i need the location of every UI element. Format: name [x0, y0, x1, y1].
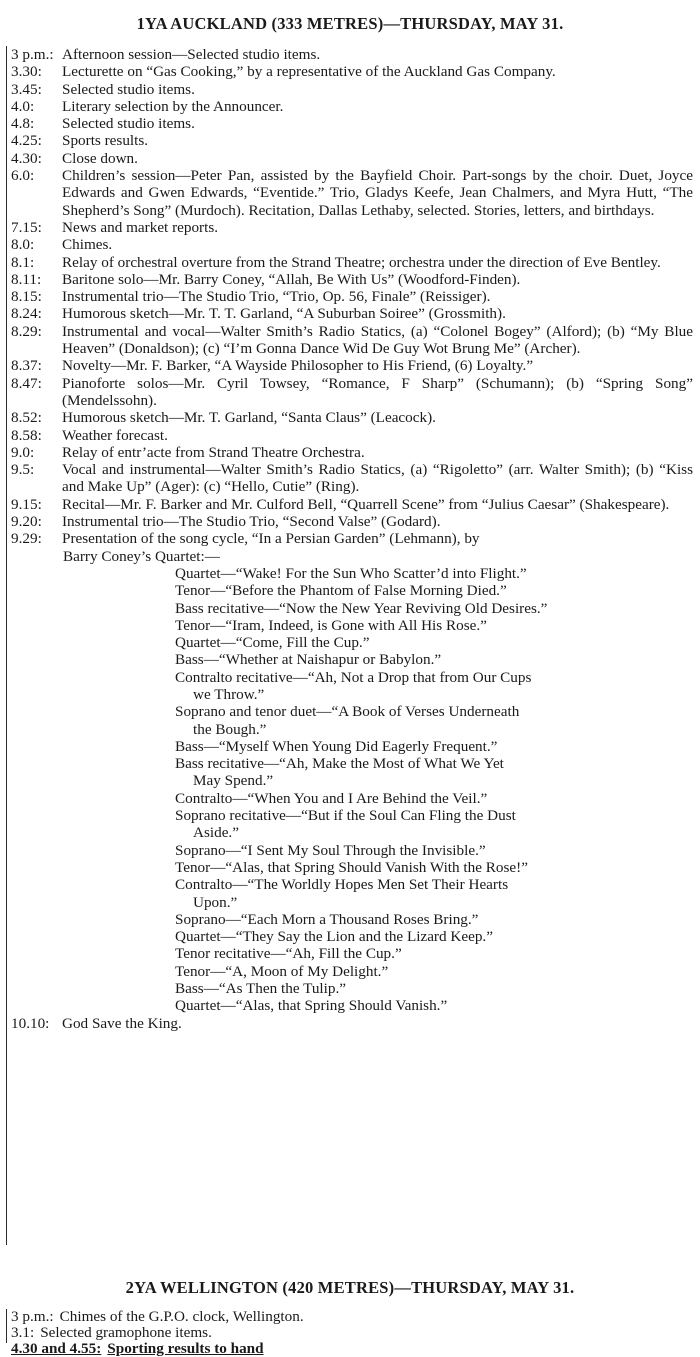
song-line: Soprano and tenor duet—“A Book of Verses Underneath [175, 703, 520, 721]
song-cycle-item [7, 911, 697, 928]
entry-text: Humorous sketch—Mr. T. T. Garland, “A Suburban Soiree” (Grossmith). [62, 305, 506, 323]
entry-text: Sporting results to hand [107, 1339, 264, 1357]
entry-text: Selected studio items. [62, 80, 195, 98]
programme-entry [7, 236, 697, 253]
programme-entry [7, 46, 697, 63]
song-cycle-item [7, 997, 697, 1014]
song-line: Tenor—“Before the Phantom of False Morning Died.” [175, 582, 507, 600]
song-line-continued: we Throw.” [193, 685, 265, 703]
entry-text: Presentation of the song cycle, “In a Persian Garden” (Lehmann), by [62, 530, 480, 548]
entry-time: 8.11: [11, 270, 42, 288]
entry-text: Chimes of the G.P.O. clock, Wellington. [59, 1308, 304, 1325]
entry-time: 4.30 and 4.55: [11, 1339, 102, 1357]
song-line: Bass—“As Then the Tulip.” [175, 980, 347, 998]
entry-time: 8.1: [11, 253, 35, 271]
station-heading-auckland: 1YA AUCKLAND (333 METRES)—THURSDAY, MAY 31. [136, 14, 564, 33]
programme-entry [7, 150, 697, 167]
entry-text: Lecturette on “Gas Cooking,” by a representative of the Auckland Gas Company. [62, 63, 556, 81]
entry-text: Pianoforte solos—Mr. Cyril Towsey, “Romance, F Sharp” (Schumann); (b) “Spring Song” (Mendelssohn). [62, 374, 693, 409]
song-line: Quartet—“They Say the Lion and the Lizard Keep.” [175, 928, 493, 946]
programme-auckland [6, 46, 697, 1245]
entry-text: Novelty—Mr. F. Barker, “A Wayside Philosopher to His Friend, (6) Loyalty.” [62, 357, 534, 375]
programme-entry [7, 1309, 697, 1325]
entry-text: Instrumental trio—The Studio Trio, “Trio, Op. 56, Finale” (Reissiger). [62, 288, 491, 306]
entry-time: 8.58: [11, 426, 42, 444]
programme-entry [7, 323, 697, 358]
programme-entry-closing [7, 1015, 697, 1032]
song-line: Bass recitative—“Ah, Make the Most of What We Yet [175, 755, 504, 773]
entry-time: 9.0: [11, 443, 35, 461]
song-cycle-item [7, 755, 697, 790]
programme-entry [7, 513, 697, 530]
entry-time: 3 p.m.: [11, 46, 54, 63]
station-heading-wellington: 2YA WELLINGTON (420 METRES)—THURSDAY, MAY 31. [125, 1278, 575, 1297]
entry-text: Baritone solo—Mr. Barry Coney, “Allah, Be With Us” (Woodford-Finden). [62, 270, 521, 288]
song-cycle-item [7, 859, 697, 876]
entry-time: 8.29: [11, 322, 42, 340]
entry-text: Close down. [62, 149, 138, 167]
programme-entry [7, 115, 697, 132]
song-line: Tenor—“Alas, that Spring Should Vanish With the Rose!” [175, 858, 528, 876]
entry-time: 8.24: [11, 305, 42, 323]
entry-time: 7.15: [11, 218, 42, 236]
entry-text: Literary selection by the Announcer. [62, 97, 284, 115]
song-cycle-item [7, 928, 697, 945]
song-cycle-item [7, 634, 697, 651]
entry-time: 4.8: [11, 115, 35, 133]
song-cycle-item [7, 790, 697, 807]
entry-time: 8.37: [11, 357, 42, 375]
entry-text: Selected gramophone items. [40, 1323, 212, 1341]
entry-time: 8.47: [11, 374, 42, 392]
entry-time: 4.30: [11, 149, 42, 167]
song-cycle-intro: Barry Coney’s Quartet:— [63, 547, 220, 565]
entry-time: 9.29: [11, 530, 42, 548]
song-line: Quartet—“Come, Fill the Cup.” [175, 634, 370, 652]
song-line: Quartet—“Alas, that Spring Should Vanish.” [175, 997, 448, 1015]
programme-entry [7, 1325, 697, 1341]
programme-entry [7, 132, 697, 149]
song-line: Contralto recitative—“Ah, Not a Drop that from Our Cups [175, 668, 532, 686]
song-line: Soprano—“I Sent My Soul Through the Invisible.” [175, 841, 486, 859]
entry-text: Chimes. [62, 236, 113, 254]
entry-time: 4.25: [11, 132, 42, 150]
programme-entry [7, 357, 697, 374]
entry-text: Instrumental trio—The Studio Trio, “Second Valse” (Godard). [62, 513, 441, 531]
entry-time: 9.20: [11, 513, 42, 531]
song-cycle-item [7, 651, 697, 668]
song-line: Contralto—“The Worldly Hopes Men Set Their Hearts [175, 876, 509, 894]
entry-time: 9.5: [11, 461, 35, 479]
song-line: Tenor—“A, Moon of My Delight.” [175, 962, 389, 980]
programme-entry [7, 375, 697, 410]
programme-entry [7, 530, 697, 547]
programme-entry [7, 219, 697, 236]
entry-text: Afternoon session—Selected studio items. [62, 46, 321, 63]
entry-text: Relay of orchestral overture from the Strand Theatre; orchestra under the direction of Eve Bentley. [62, 253, 661, 271]
song-line: Bass—“Myself When Young Did Eagerly Frequent.” [175, 737, 498, 755]
programme-entry [7, 461, 697, 496]
entry-text: Children’s session—Peter Pan, assisted by the Bayfield Choir. Part-songs by the choir. Duet, Joyce Edwards and Gwen Edwards, “Eventide.” Trio, Gladys Keefe, Jean Chalmers, and Myra Hutt, “The Shepherd’s Song” (Murdoch). Recitation, Dallas Lethaby, selected. Stories, letters, and birthdays. [62, 167, 693, 219]
entry-text: Recital—Mr. F. Barker and Mr. Culford Bell, “Quarrell Scene” from “Julius Caesar” (Shakespeare). [62, 495, 670, 513]
programme-entry [7, 63, 697, 80]
song-line-continued: Aside.” [193, 824, 239, 842]
song-cycle-item [7, 963, 697, 980]
song-line-continued: the Bough.” [193, 720, 267, 738]
programme-entry [7, 427, 697, 444]
song-cycle-item [7, 807, 697, 842]
song-line: Bass recitative—“Now the New Year Reviving Old Desires.” [175, 599, 548, 617]
song-cycle-item [7, 980, 697, 997]
programme-entry [7, 167, 697, 219]
song-cycle-item [7, 842, 697, 859]
entry-text: Weather forecast. [62, 426, 168, 444]
entry-text: God Save the King. [62, 1014, 182, 1032]
entry-text: Humorous sketch—Mr. T. Garland, “Santa Claus” (Leacock). [62, 409, 436, 427]
entry-text: News and market reports. [62, 218, 219, 236]
programme-entry [7, 305, 697, 322]
programme-entry [7, 496, 697, 513]
programme-entry [7, 271, 697, 288]
entry-text: Instrumental and vocal—Walter Smith’s Radio Statics, (a) “Colonel Bogey” (Alford); (b) “My Blue Heaven” (Donaldson); (c) “I’m Gonna Dance Wid De Guy Wot Brung Me” (Archer). [62, 322, 693, 358]
song-cycle-item [7, 565, 697, 582]
song-cycle-item [7, 582, 697, 599]
entry-time: 3 p.m.: [11, 1308, 54, 1325]
entry-time: 8.0: [11, 236, 35, 254]
song-line: Tenor recitative—“Ah, Fill the Cup.” [175, 945, 402, 963]
song-line: Soprano recitative—“But if the Soul Can Fling the Dust [175, 807, 516, 825]
entry-time: 4.0: [11, 97, 35, 115]
programme-entry [7, 444, 697, 461]
programme-entry [7, 409, 697, 426]
programme-wellington [6, 1308, 697, 1357]
song-cycle-item [7, 703, 697, 738]
programme-entry [7, 288, 697, 305]
song-line: Tenor—“Iram, Indeed, is Gone with All His Rose.” [175, 616, 487, 634]
programme-entry [7, 81, 697, 98]
entry-text: Sports results. [62, 132, 149, 150]
entry-time: 8.15: [11, 288, 42, 306]
programme-entry [7, 98, 697, 115]
entry-time: 10.10: [11, 1014, 50, 1032]
entry-time: 6.0: [11, 167, 35, 185]
song-line: Bass—“Whether at Naishapur or Babylon.” [175, 651, 442, 669]
entry-text: Vocal and instrumental—Walter Smith’s Radio Statics, (a) “Rigoletto” (arr. Walter Smith); (b) “Kiss and Make Up” (Ager): (c) “Hello, Cutie” (Ring). [62, 461, 693, 496]
song-line: Soprano—“Each Morn a Thousand Roses Bring.” [175, 910, 479, 928]
programme-entry [7, 254, 697, 271]
entry-time: 3.30: [11, 63, 42, 81]
entry-time: 3.1: [11, 1323, 35, 1341]
entry-time: 9.15: [11, 495, 42, 513]
song-line: Quartet—“Wake! For the Sun Who Scatter’d into Flight.” [175, 564, 527, 582]
entry-time: 8.52: [11, 409, 42, 427]
song-cycle-item [7, 600, 697, 617]
entry-time: 3.45: [11, 80, 42, 98]
song-cycle-item [7, 945, 697, 962]
song-line: Contralto—“When You and I Are Behind the Veil.” [175, 789, 488, 807]
song-cycle-item [7, 669, 697, 704]
song-cycle-item [7, 738, 697, 755]
song-cycle-item [7, 617, 697, 634]
entry-text: Relay of entr’acte from Strand Theatre Orchestra. [62, 443, 365, 461]
song-line-continued: Upon.” [193, 893, 238, 911]
entry-text: Selected studio items. [62, 115, 195, 133]
song-line-continued: May Spend.” [193, 772, 274, 790]
song-cycle-item [7, 876, 697, 911]
